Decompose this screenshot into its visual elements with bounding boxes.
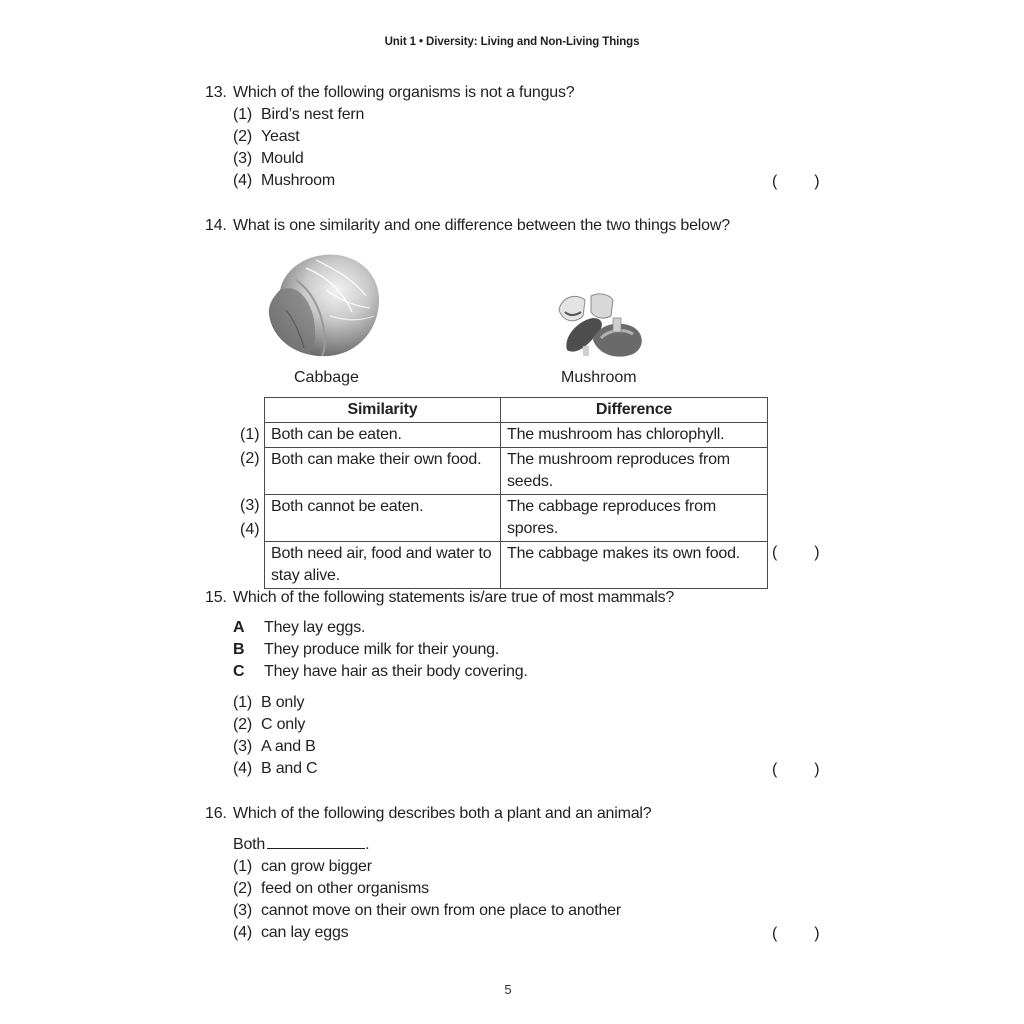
statement-text: They lay eggs. (264, 619, 366, 636)
statement-text: They produce milk for their young. (264, 641, 500, 658)
option-number: (1) (233, 858, 252, 875)
statement-letter: C (233, 663, 245, 680)
row-number: (4) (240, 521, 260, 538)
option-text: B only (261, 694, 305, 711)
question-number: 13. (205, 84, 227, 101)
difference-cell: The mushroom has chlorophyll. (501, 423, 768, 448)
table-row (265, 542, 768, 589)
statement-letter: B (233, 641, 245, 658)
answer-box[interactable]: ( ) (772, 173, 820, 190)
row-number: (1) (240, 426, 260, 443)
option-text: feed on other organisms (261, 880, 429, 897)
similarity-cell: Both need air, food and water to stay alive. (265, 542, 501, 589)
option-number: (1) (233, 694, 252, 711)
option-text: Mushroom (261, 172, 335, 189)
option-number: (2) (233, 716, 252, 733)
question-text: Which of the following describes both a plant and an animal? (233, 805, 652, 822)
table-header-row (265, 398, 768, 423)
option-text: B and C (261, 760, 318, 777)
statement-text: They have hair as their body covering. (264, 663, 528, 680)
statement-letter: A (233, 619, 245, 636)
option-text: C only (261, 716, 306, 733)
option-text: Mould (261, 150, 304, 167)
table-row (265, 423, 768, 448)
question-stem (233, 834, 369, 856)
answer-box[interactable]: ( ) (772, 761, 820, 778)
difference-cell: The cabbage makes its own food. (501, 542, 768, 589)
option-text: A and B (261, 738, 316, 755)
option-number: (2) (233, 128, 252, 145)
table-row (265, 495, 768, 542)
similarity-cell: Both can be eaten. (265, 423, 501, 448)
option-text: cannot move on their own from one place to another (261, 902, 622, 919)
question-number: 14. (205, 217, 227, 234)
stem-text: Both (233, 836, 266, 853)
stem-end: . (365, 836, 370, 853)
question-text: What is one similarity and one difference between the two things below? (233, 217, 730, 234)
option-number: (3) (233, 738, 252, 755)
question-text: Which of the following organisms is not a fungus? (233, 84, 575, 101)
option-text: Bird’s nest fern (261, 106, 365, 123)
image-caption-cabbage: Cabbage (294, 369, 359, 386)
option-text: can lay eggs (261, 924, 349, 941)
image-caption-mushroom: Mushroom (561, 369, 637, 386)
option-number: (1) (233, 106, 252, 123)
similarity-cell: Both can make their own food. (265, 448, 501, 495)
fill-in-blank (267, 834, 365, 849)
row-number: (2) (240, 450, 260, 467)
page-number: 5 (504, 982, 512, 997)
difference-cell: The cabbage reproduces from spores. (501, 495, 768, 542)
answer-box[interactable]: ( ) (772, 925, 820, 942)
option-number: (3) (233, 902, 252, 919)
answer-box[interactable]: ( ) (772, 544, 820, 561)
question-number: 16. (205, 805, 227, 822)
table-row (265, 448, 768, 495)
running-header: Unit 1 • Diversity: Living and Non-Living Things (384, 36, 640, 48)
comparison-table (264, 397, 768, 589)
row-number: (3) (240, 497, 260, 514)
difference-cell: The mushroom reproduces from seeds. (501, 448, 768, 495)
option-text: Yeast (261, 128, 300, 145)
mushroom-illustration-icon (553, 290, 649, 362)
cabbage-illustration-icon (266, 250, 384, 360)
question-text: Which of the following statements is/are true of most mammals? (233, 589, 675, 606)
option-number: (2) (233, 880, 252, 897)
option-number: (4) (233, 172, 252, 189)
option-number: (4) (233, 760, 252, 777)
option-number: (3) (233, 150, 252, 167)
question-number: 15. (205, 589, 227, 606)
option-text: can grow bigger (261, 858, 372, 875)
similarity-cell: Both cannot be eaten. (265, 495, 501, 542)
column-header-difference: Difference (501, 398, 768, 423)
column-header-similarity: Similarity (265, 398, 501, 423)
option-number: (4) (233, 924, 252, 941)
